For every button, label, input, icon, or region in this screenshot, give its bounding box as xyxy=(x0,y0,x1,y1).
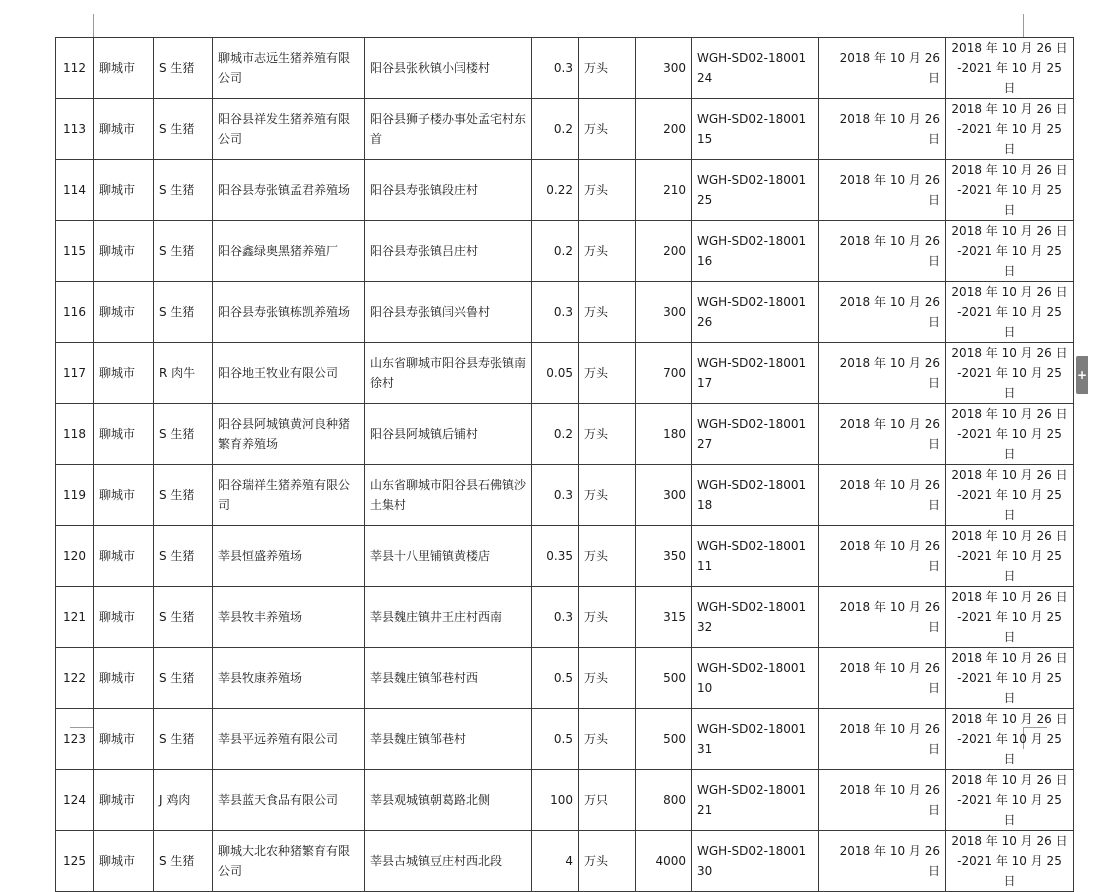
cell-code: WGH-SD02-1800117 xyxy=(692,343,819,404)
validity-from: 2018 年 10 月 26 日 xyxy=(951,712,1068,726)
cell-city: 聊城市 xyxy=(94,709,154,770)
cell-number: 114 xyxy=(56,160,94,221)
validity-from: 2018 年 10 月 26 日 xyxy=(951,224,1068,238)
crop-mark-top-right-v xyxy=(1023,14,1024,37)
validity-to: -2021 年 10 月 25 日 xyxy=(957,122,1062,156)
cell-issue-date: 2018 年 10 月 26 日 xyxy=(819,221,946,282)
cell-capacity: 500 xyxy=(636,648,692,709)
cell-validity xyxy=(946,282,1074,343)
cell-category: S 生猪 xyxy=(154,526,213,587)
validity-to: -2021 年 10 月 25 日 xyxy=(957,732,1062,766)
cell-issue-date: 2018 年 10 月 26 日 xyxy=(819,587,946,648)
cell-capacity: 300 xyxy=(636,465,692,526)
cell-unit: 万头 xyxy=(579,221,636,282)
table-row xyxy=(56,465,1074,526)
cell-validity xyxy=(946,709,1074,770)
validity-from: 2018 年 10 月 26 日 xyxy=(951,285,1068,299)
cell-address: 山东省聊城市阳谷县石佛镇沙土集村 xyxy=(365,465,532,526)
cell-unit: 万头 xyxy=(579,38,636,99)
validity-from: 2018 年 10 月 26 日 xyxy=(951,41,1068,55)
cell-number: 122 xyxy=(56,648,94,709)
cell-scale: 4 xyxy=(532,831,579,892)
table-row xyxy=(56,221,1074,282)
cell-company: 阳谷县寿张镇孟君养殖场 xyxy=(213,160,365,221)
cell-code: WGH-SD02-1800131 xyxy=(692,709,819,770)
cell-scale: 0.3 xyxy=(532,38,579,99)
cell-issue-date: 2018 年 10 月 26 日 xyxy=(819,99,946,160)
cell-city: 聊城市 xyxy=(94,404,154,465)
cell-unit: 万头 xyxy=(579,99,636,160)
cell-code: WGH-SD02-1800118 xyxy=(692,465,819,526)
table-row xyxy=(56,99,1074,160)
cell-company: 阳谷鑫绿奥黑猪养殖厂 xyxy=(213,221,365,282)
cell-number: 121 xyxy=(56,587,94,648)
cell-capacity: 180 xyxy=(636,404,692,465)
cell-company: 阳谷县寿张镇栋凯养殖场 xyxy=(213,282,365,343)
cell-validity xyxy=(946,648,1074,709)
cell-number: 119 xyxy=(56,465,94,526)
cell-category: S 生猪 xyxy=(154,99,213,160)
validity-to: -2021 年 10 月 25 日 xyxy=(957,854,1062,888)
cell-validity xyxy=(946,770,1074,831)
cell-code: WGH-SD02-1800110 xyxy=(692,648,819,709)
validity-to: -2021 年 10 月 25 日 xyxy=(957,793,1062,827)
cell-city: 聊城市 xyxy=(94,343,154,404)
validity-to: -2021 年 10 月 25 日 xyxy=(957,183,1062,217)
table-row xyxy=(56,404,1074,465)
cell-company: 聊城市志远生猪养殖有限公司 xyxy=(213,38,365,99)
cell-category: S 生猪 xyxy=(154,221,213,282)
cell-scale: 0.3 xyxy=(532,465,579,526)
validity-from: 2018 年 10 月 26 日 xyxy=(951,163,1068,177)
cell-capacity: 350 xyxy=(636,526,692,587)
cell-unit: 万头 xyxy=(579,160,636,221)
table-row xyxy=(56,38,1074,99)
cell-capacity: 800 xyxy=(636,770,692,831)
cell-scale: 0.05 xyxy=(532,343,579,404)
cell-category: S 生猪 xyxy=(154,160,213,221)
table-row xyxy=(56,709,1074,770)
table-body xyxy=(56,38,1074,892)
cell-address: 阳谷县张秋镇小闫楼村 xyxy=(365,38,532,99)
cell-address: 山东省聊城市阳谷县寿张镇南徐村 xyxy=(365,343,532,404)
cell-issue-date: 2018 年 10 月 26 日 xyxy=(819,526,946,587)
validity-from: 2018 年 10 月 26 日 xyxy=(951,834,1068,848)
cell-city: 聊城市 xyxy=(94,282,154,343)
cell-unit: 万头 xyxy=(579,709,636,770)
table-row xyxy=(56,770,1074,831)
table-row xyxy=(56,343,1074,404)
cell-issue-date: 2018 年 10 月 26 日 xyxy=(819,465,946,526)
cell-number: 118 xyxy=(56,404,94,465)
validity-from: 2018 年 10 月 26 日 xyxy=(951,590,1068,604)
cell-validity xyxy=(946,587,1074,648)
cell-city: 聊城市 xyxy=(94,221,154,282)
cell-address: 莘县古城镇豆庄村西北段 xyxy=(365,831,532,892)
data-table xyxy=(55,37,1074,892)
table-row xyxy=(56,282,1074,343)
validity-from: 2018 年 10 月 26 日 xyxy=(951,102,1068,116)
cell-unit: 万头 xyxy=(579,282,636,343)
cell-code: WGH-SD02-1800115 xyxy=(692,99,819,160)
validity-from: 2018 年 10 月 26 日 xyxy=(951,346,1068,360)
cell-company: 莘县恒盛养殖场 xyxy=(213,526,365,587)
cell-code: WGH-SD02-1800132 xyxy=(692,587,819,648)
cell-city: 聊城市 xyxy=(94,648,154,709)
cell-unit: 万头 xyxy=(579,404,636,465)
cell-capacity: 210 xyxy=(636,160,692,221)
cell-validity xyxy=(946,99,1074,160)
validity-to: -2021 年 10 月 25 日 xyxy=(957,61,1062,95)
cell-unit: 万只 xyxy=(579,770,636,831)
cell-category: S 生猪 xyxy=(154,404,213,465)
cell-company: 聊城大北农种猪繁育有限公司 xyxy=(213,831,365,892)
side-expand-tab[interactable] xyxy=(1076,356,1088,394)
cell-validity xyxy=(946,343,1074,404)
cell-unit: 万头 xyxy=(579,648,636,709)
cell-scale: 0.5 xyxy=(532,709,579,770)
cell-unit: 万头 xyxy=(579,831,636,892)
cell-category: J 鸡肉 xyxy=(154,770,213,831)
cell-category: S 生猪 xyxy=(154,709,213,770)
cell-city: 聊城市 xyxy=(94,465,154,526)
cell-issue-date: 2018 年 10 月 26 日 xyxy=(819,160,946,221)
validity-to: -2021 年 10 月 25 日 xyxy=(957,366,1062,400)
cell-category: S 生猪 xyxy=(154,648,213,709)
cell-unit: 万头 xyxy=(579,465,636,526)
cell-company: 阳谷县阿城镇黄河良种猪繁育养殖场 xyxy=(213,404,365,465)
cell-issue-date: 2018 年 10 月 26 日 xyxy=(819,709,946,770)
cell-address: 莘县魏庄镇邹巷村西 xyxy=(365,648,532,709)
cell-number: 123 xyxy=(56,709,94,770)
cell-capacity: 700 xyxy=(636,343,692,404)
cell-validity xyxy=(946,160,1074,221)
validity-from: 2018 年 10 月 26 日 xyxy=(951,651,1068,665)
cell-scale: 0.2 xyxy=(532,99,579,160)
cell-issue-date: 2018 年 10 月 26 日 xyxy=(819,282,946,343)
cell-address: 莘县魏庄镇井王庄村西南 xyxy=(365,587,532,648)
cell-city: 聊城市 xyxy=(94,526,154,587)
validity-to: -2021 年 10 月 25 日 xyxy=(957,244,1062,278)
cell-scale: 0.5 xyxy=(532,648,579,709)
validity-from: 2018 年 10 月 26 日 xyxy=(951,529,1068,543)
cell-company: 阳谷地王牧业有限公司 xyxy=(213,343,365,404)
cell-code: WGH-SD02-1800116 xyxy=(692,221,819,282)
cell-number: 125 xyxy=(56,831,94,892)
cell-city: 聊城市 xyxy=(94,587,154,648)
cell-capacity: 200 xyxy=(636,99,692,160)
cell-validity xyxy=(946,526,1074,587)
cell-validity xyxy=(946,465,1074,526)
cell-address: 阳谷县寿张镇闫兴鲁村 xyxy=(365,282,532,343)
cell-address: 阳谷县阿城镇后铺村 xyxy=(365,404,532,465)
cell-company: 莘县蓝天食品有限公司 xyxy=(213,770,365,831)
cell-category: S 生猪 xyxy=(154,587,213,648)
cell-issue-date: 2018 年 10 月 26 日 xyxy=(819,648,946,709)
cell-capacity: 300 xyxy=(636,38,692,99)
cell-capacity: 315 xyxy=(636,587,692,648)
cell-address: 莘县魏庄镇邹巷村 xyxy=(365,709,532,770)
cell-address: 阳谷县寿张镇段庄村 xyxy=(365,160,532,221)
cell-unit: 万头 xyxy=(579,526,636,587)
cell-scale: 0.22 xyxy=(532,160,579,221)
cell-company: 阳谷瑞祥生猪养殖有限公司 xyxy=(213,465,365,526)
cell-number: 124 xyxy=(56,770,94,831)
cell-number: 120 xyxy=(56,526,94,587)
table-row xyxy=(56,526,1074,587)
cell-city: 聊城市 xyxy=(94,831,154,892)
cell-city: 聊城市 xyxy=(94,38,154,99)
table-row xyxy=(56,648,1074,709)
cell-scale: 100 xyxy=(532,770,579,831)
cell-validity xyxy=(946,38,1074,99)
cell-company: 莘县平远养殖有限公司 xyxy=(213,709,365,770)
cell-validity xyxy=(946,404,1074,465)
cell-scale: 0.35 xyxy=(532,526,579,587)
cell-number: 113 xyxy=(56,99,94,160)
cell-number: 117 xyxy=(56,343,94,404)
cell-code: WGH-SD02-1800111 xyxy=(692,526,819,587)
plus-icon: + xyxy=(1076,368,1088,382)
cell-issue-date: 2018 年 10 月 26 日 xyxy=(819,38,946,99)
cell-issue-date: 2018 年 10 月 26 日 xyxy=(819,404,946,465)
cell-number: 112 xyxy=(56,38,94,99)
validity-to: -2021 年 10 月 25 日 xyxy=(957,549,1062,583)
cell-city: 聊城市 xyxy=(94,770,154,831)
validity-to: -2021 年 10 月 25 日 xyxy=(957,671,1062,705)
cell-code: WGH-SD02-1800125 xyxy=(692,160,819,221)
cell-category: S 生猪 xyxy=(154,38,213,99)
cell-code: WGH-SD02-1800121 xyxy=(692,770,819,831)
table-row xyxy=(56,587,1074,648)
cell-code: WGH-SD02-1800124 xyxy=(692,38,819,99)
cell-address: 阳谷县寿张镇吕庄村 xyxy=(365,221,532,282)
validity-from: 2018 年 10 月 26 日 xyxy=(951,407,1068,421)
validity-from: 2018 年 10 月 26 日 xyxy=(951,773,1068,787)
cell-capacity: 300 xyxy=(636,282,692,343)
validity-from: 2018 年 10 月 26 日 xyxy=(951,468,1068,482)
crop-mark-top-left-v xyxy=(93,14,94,37)
cell-category: R 肉牛 xyxy=(154,343,213,404)
cell-code: WGH-SD02-1800126 xyxy=(692,282,819,343)
table-row xyxy=(56,160,1074,221)
cell-city: 聊城市 xyxy=(94,99,154,160)
cell-code: WGH-SD02-1800130 xyxy=(692,831,819,892)
cell-validity xyxy=(946,831,1074,892)
cell-number: 115 xyxy=(56,221,94,282)
cell-issue-date: 2018 年 10 月 26 日 xyxy=(819,831,946,892)
cell-scale: 0.3 xyxy=(532,587,579,648)
cell-address: 莘县十八里铺镇黄楼店 xyxy=(365,526,532,587)
cell-scale: 0.2 xyxy=(532,404,579,465)
cell-issue-date: 2018 年 10 月 26 日 xyxy=(819,343,946,404)
validity-to: -2021 年 10 月 25 日 xyxy=(957,305,1062,339)
cell-address: 莘县观城镇朝葛路北侧 xyxy=(365,770,532,831)
cell-validity xyxy=(946,221,1074,282)
cell-unit: 万头 xyxy=(579,587,636,648)
cell-company: 阳谷县祥发生猪养殖有限公司 xyxy=(213,99,365,160)
cell-number: 116 xyxy=(56,282,94,343)
cell-capacity: 200 xyxy=(636,221,692,282)
cell-code: WGH-SD02-1800127 xyxy=(692,404,819,465)
cell-category: S 生猪 xyxy=(154,282,213,343)
cell-scale: 0.2 xyxy=(532,221,579,282)
table-row xyxy=(56,831,1074,892)
validity-to: -2021 年 10 月 25 日 xyxy=(957,427,1062,461)
cell-unit: 万头 xyxy=(579,343,636,404)
cell-category: S 生猪 xyxy=(154,831,213,892)
cell-capacity: 500 xyxy=(636,709,692,770)
cell-category: S 生猪 xyxy=(154,465,213,526)
cell-company: 莘县牧丰养殖场 xyxy=(213,587,365,648)
cell-scale: 0.3 xyxy=(532,282,579,343)
cell-capacity: 4000 xyxy=(636,831,692,892)
cell-address: 阳谷县狮子楼办事处孟宅村东首 xyxy=(365,99,532,160)
validity-to: -2021 年 10 月 25 日 xyxy=(957,488,1062,522)
validity-to: -2021 年 10 月 25 日 xyxy=(957,610,1062,644)
cell-issue-date: 2018 年 10 月 26 日 xyxy=(819,770,946,831)
cell-city: 聊城市 xyxy=(94,160,154,221)
cell-company: 莘县牧康养殖场 xyxy=(213,648,365,709)
